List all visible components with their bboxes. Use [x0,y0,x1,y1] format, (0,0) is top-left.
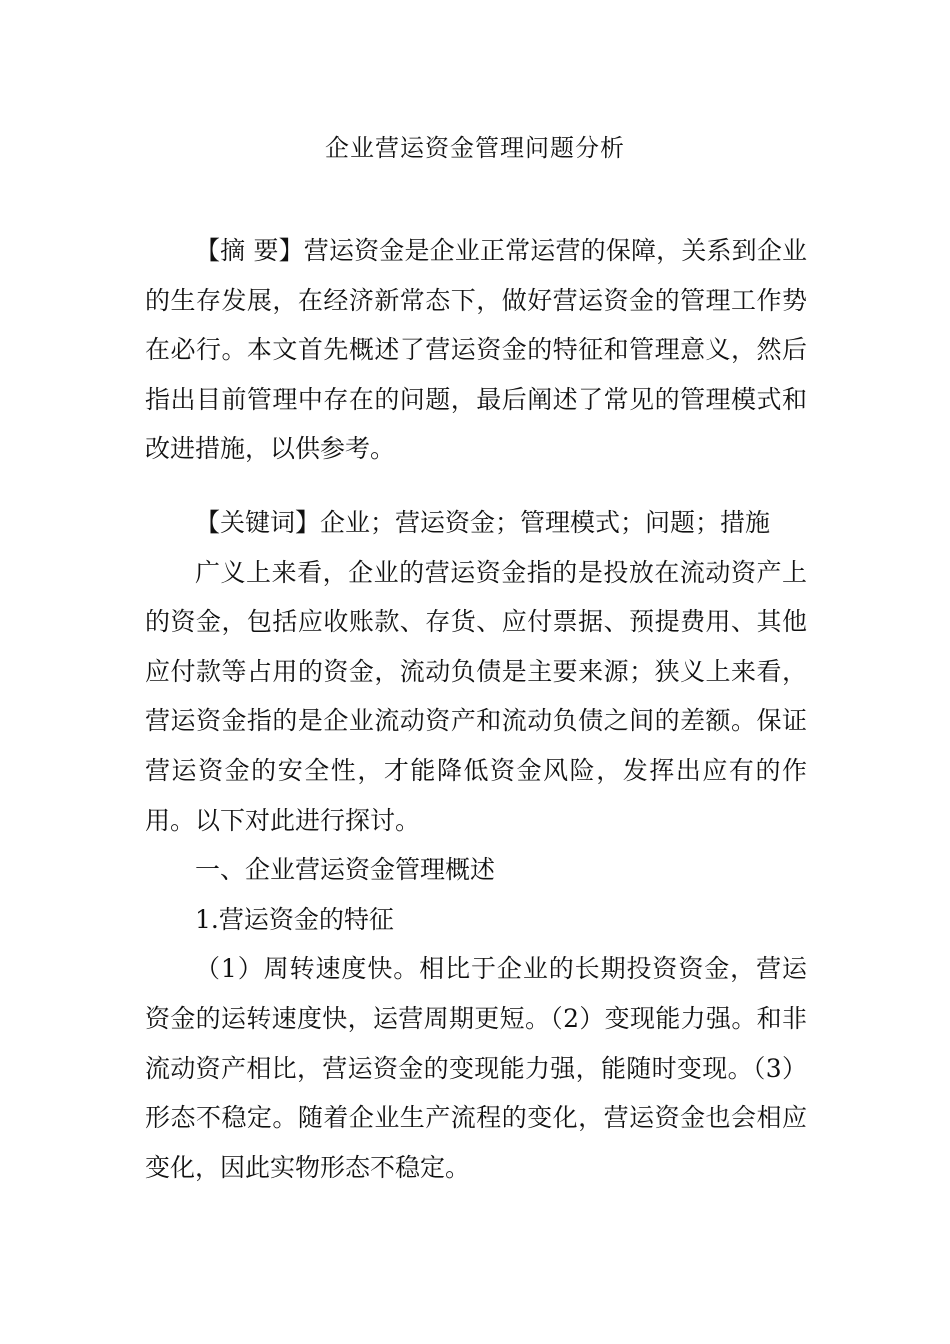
features-paragraph: （1）周转速度快。相比于企业的长期投资资金，营运资金的运转速度快，运营周期更短。（2）变现能力强。和非流动资产相比，营运资金的变现能力强，能随时变现。（3）形态不稳定。随着企业生产流程的变化，营运资金也会相应变化，因此实物形态不稳定。 [145,954,807,1182]
document-title: 企业营运资金管理问题分析 [325,134,625,162]
keywords-paragraph: 【关键词】企业；营运资金；管理模式；问题；措施 [195,507,771,537]
intro-paragraph: 广义上来看，企业的营运资金指的是投放在流动资产上的资金，包括应收账款、存货、应付票据、预提费用、其他应付款等占用的资金，流动负债是主要来源；狭义上来看，营运资金指的是企业流动资产和流动负债之间的差额。保证营运资金的安全性，才能降低资金风险，发挥出应有的作用。以下对此进行探讨。 [145,557,807,835]
document-body [145,226,807,1192]
abstract-paragraph: 【摘 要】营运资金是企业正常运营的保障，关系到企业的生存发展，在经济新常态下，做好营运资金的管理工作势在必行。本文首先概述了营运资金的特征和管理意义，然后指出目前管理中存在的问题，最后阐述了常见的管理模式和改进措施，以供参考。 [145,236,807,464]
subsection-heading: 1.营运资金的特征 [195,904,394,934]
section-heading: 一、企业营运资金管理概述 [195,855,496,885]
